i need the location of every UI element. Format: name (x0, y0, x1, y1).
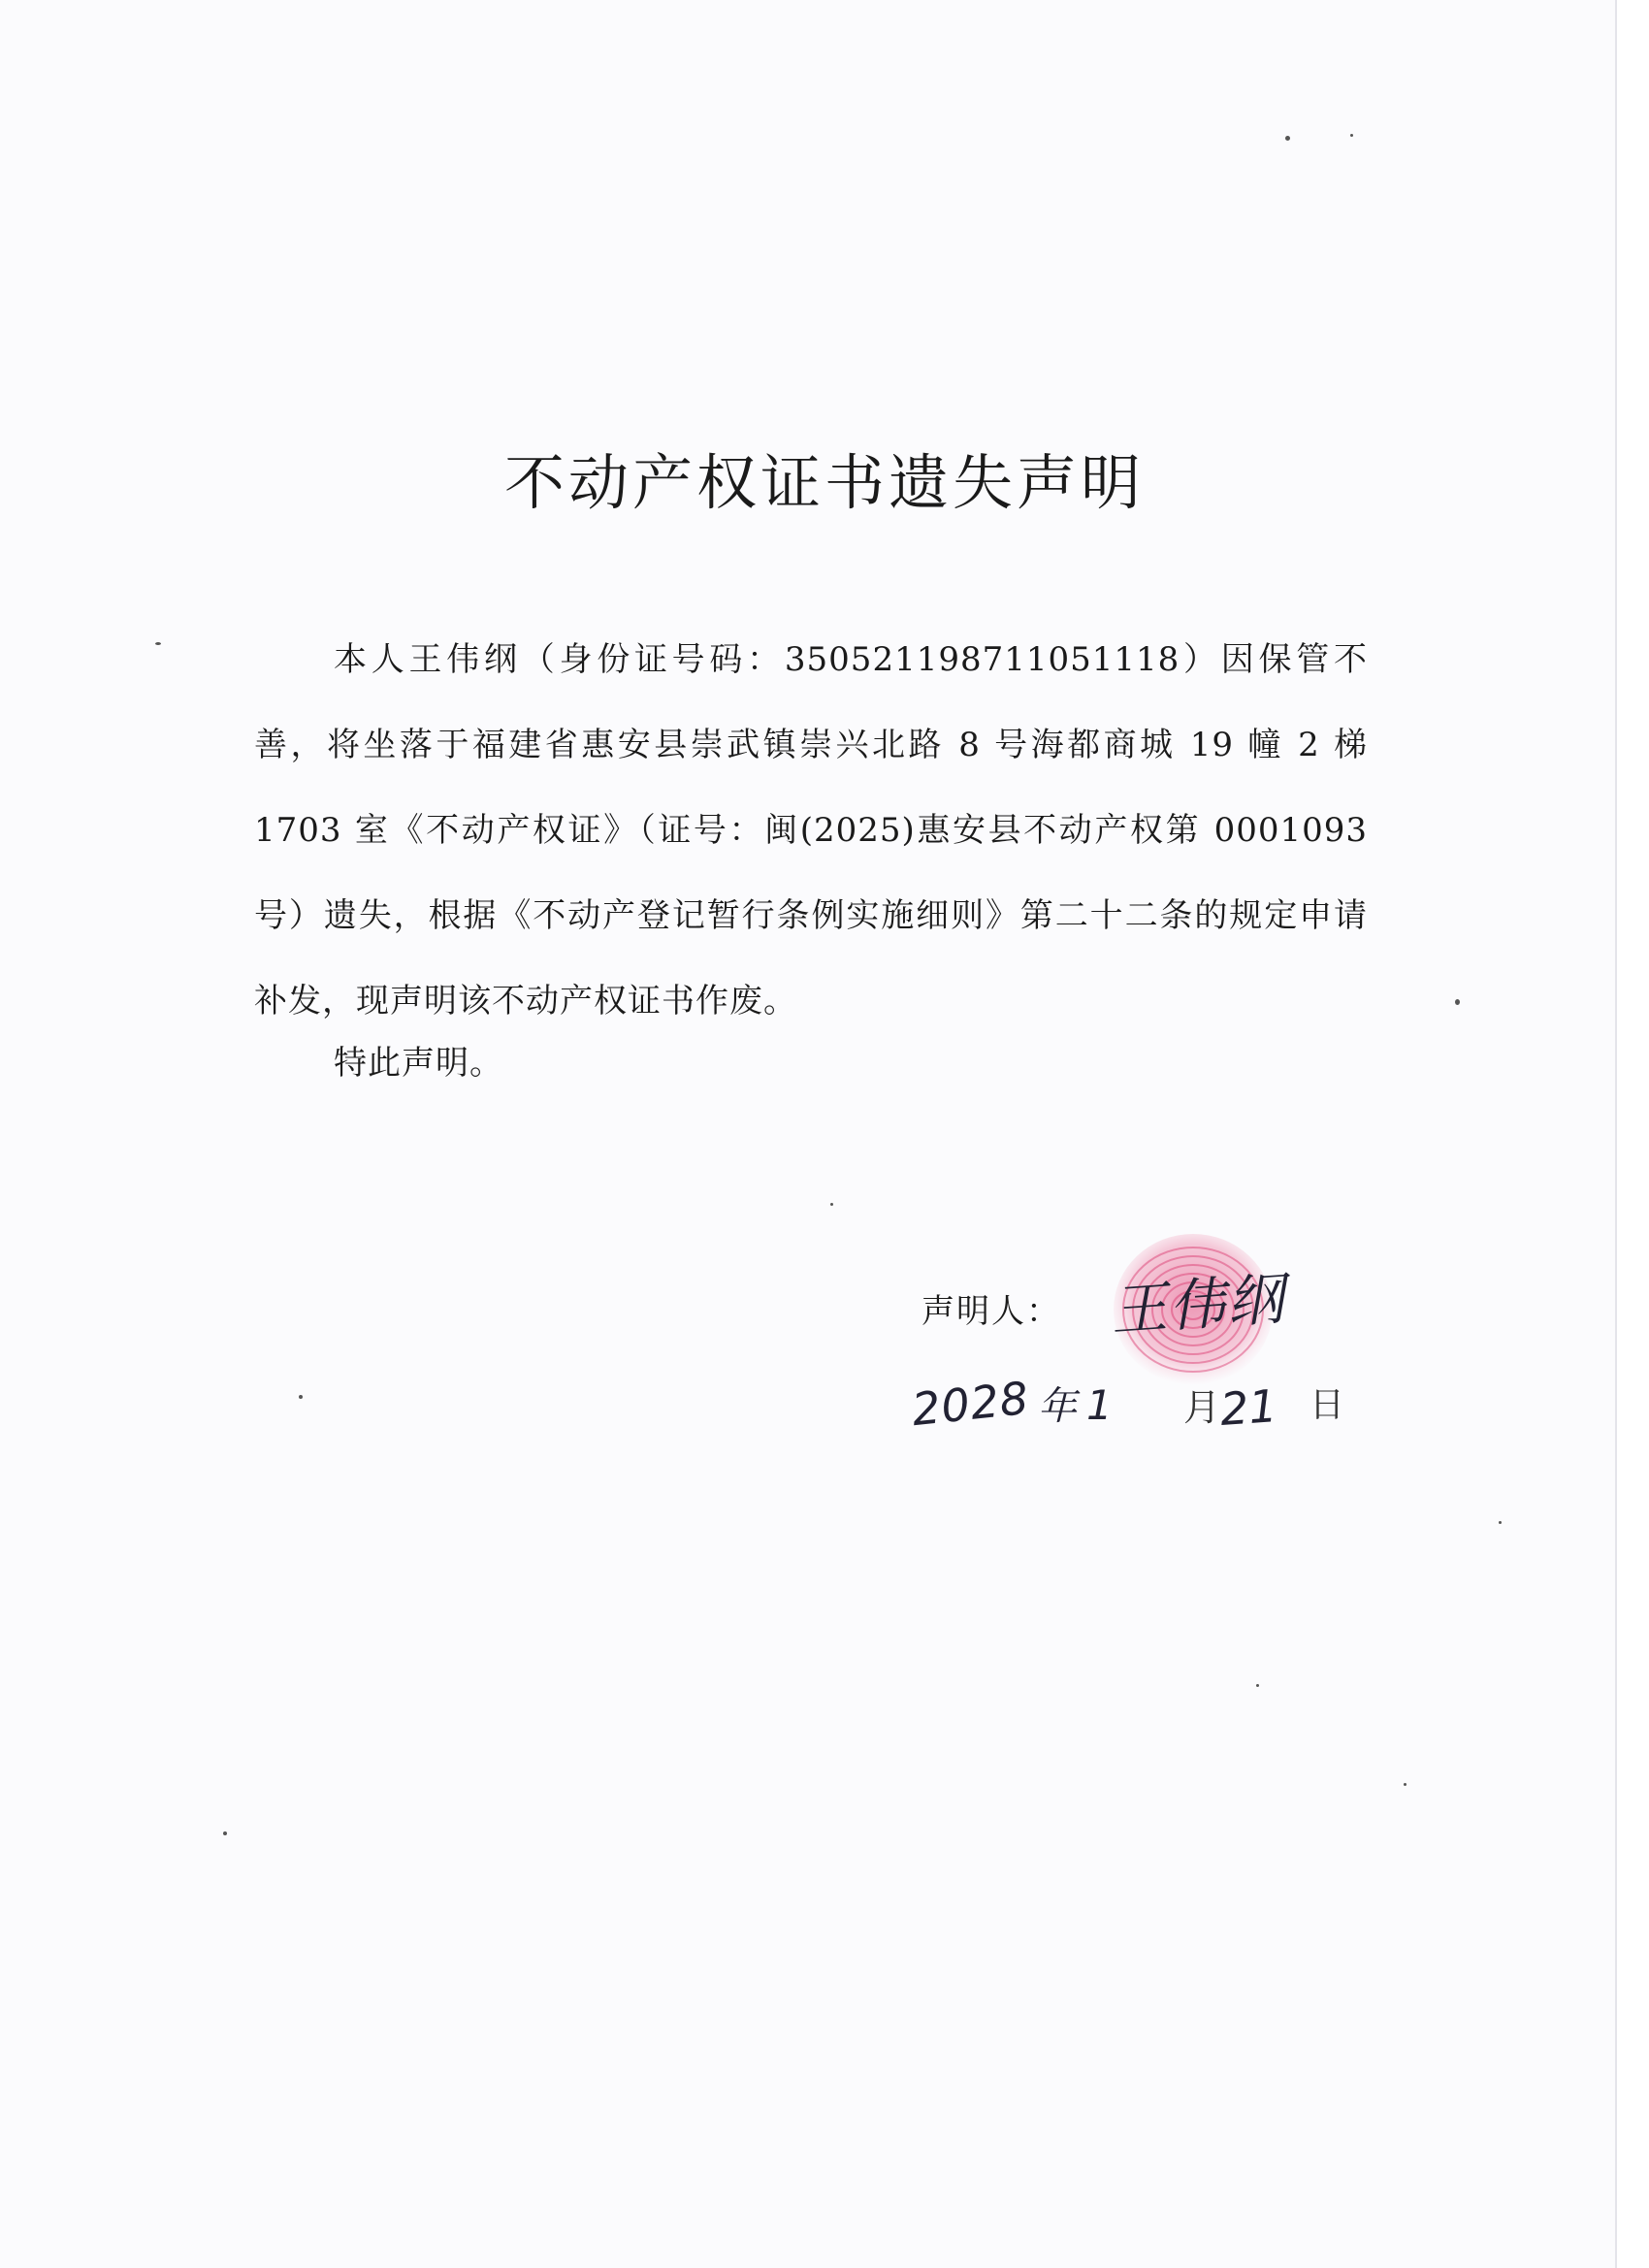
document-title: 不动产权证书遗失声明 (503, 447, 1145, 518)
scan-speck (155, 642, 161, 645)
scan-speck (1256, 1684, 1259, 1687)
scan-speck (299, 1395, 303, 1399)
date-month-unit: 月 (1183, 1386, 1221, 1429)
declarant-label: 声明人： (922, 1292, 1061, 1331)
scan-speck (1455, 999, 1460, 1005)
scan-edge (1615, 0, 1649, 2268)
scan-speck (1499, 1521, 1502, 1524)
statement-body: 本人王伟纲（身份证号码：350521198711051118）因保管不善，将坐落于福建省惠安县崇武镇崇兴北路 8 号海都商城 19 幢 2 梯 1703 室《不动产权证》（证号：闽(2025)惠安县不动产权第 0001093 号）遗失，根据《不动产登记暂行条例实施细则》第二十二条的规定申请补发，现声明该不动产权证书作废。 (254, 640, 1368, 1021)
scan-speck (223, 1831, 227, 1835)
date-line (909, 1370, 1377, 1438)
scan-speck (1350, 134, 1353, 137)
scan-speck (830, 1203, 833, 1206)
scan-speck (1285, 136, 1290, 141)
date-day-unit: 日 (1310, 1385, 1345, 1425)
date-month: 1 (1086, 1381, 1113, 1429)
handwritten-signature: 王伟纲 (1108, 1265, 1288, 1345)
closing-statement: 特此声明。 (334, 1044, 503, 1083)
date-day: 21 (1218, 1379, 1279, 1436)
scan-speck (1404, 1783, 1406, 1786)
date-year: 2028 (909, 1371, 1032, 1437)
date-year-unit: 年 (1038, 1384, 1077, 1429)
